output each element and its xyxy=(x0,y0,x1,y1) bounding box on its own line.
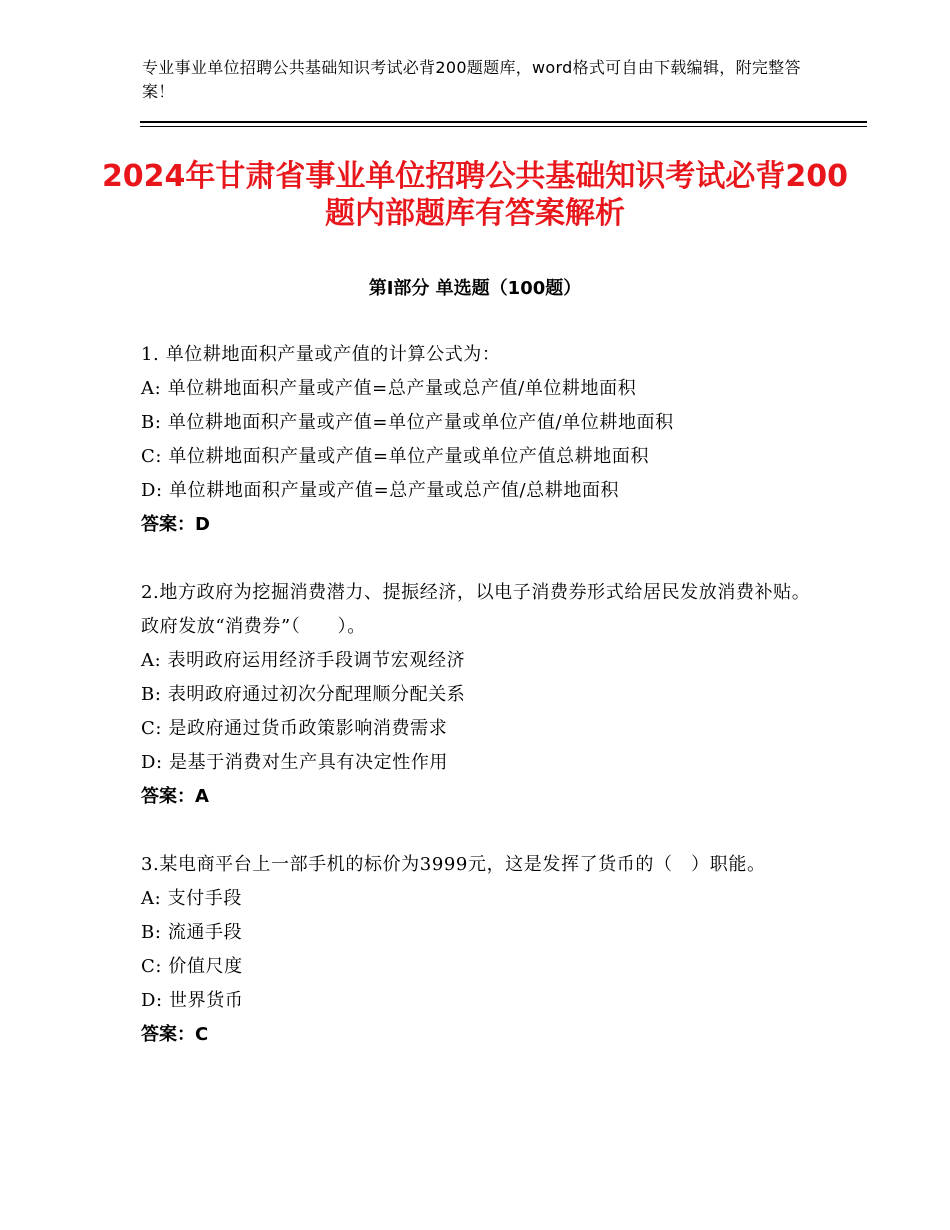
document-title: 2024年甘肃省事业单位招聘公共基础知识考试必背200题内部题库有答案解析 xyxy=(101,159,849,231)
option-b: B: 流通手段 xyxy=(141,922,243,943)
question-stem: 1. 单位耕地面积产量或产值的计算公式为： xyxy=(141,344,501,365)
option-c: C: 单位耕地面积产量或产值=单位产量或单位产值总耕地面积 xyxy=(141,446,650,467)
option-d: D: 单位耕地面积产量或产值=总产量或总产值/总耕地面积 xyxy=(141,480,620,501)
question-3 xyxy=(141,848,811,1052)
question-1 xyxy=(141,338,811,542)
option-d: D: 世界货币 xyxy=(141,990,244,1011)
option-a: A: 支付手段 xyxy=(141,888,242,909)
option-c: C: 是政府通过货币政策影响消费需求 xyxy=(141,718,448,739)
option-b: B: 单位耕地面积产量或产值=单位产量或单位产值/单位耕地面积 xyxy=(141,412,674,433)
answer: 答案：C xyxy=(141,1024,209,1045)
answer: 答案：D xyxy=(141,514,210,535)
header-note: 专业事业单位招聘公共基础知识考试必背200题题库，word格式可自由下载编辑，附完整答案！ xyxy=(142,58,801,101)
option-c: C: 价值尺度 xyxy=(141,956,243,977)
option-d: D: 是基于消费对生产具有决定性作用 xyxy=(141,752,449,773)
header-rule-thin xyxy=(140,126,867,127)
option-a: A: 表明政府运用经济手段调节宏观经济 xyxy=(141,650,466,671)
header-rule-thick xyxy=(140,121,867,123)
answer: 答案：A xyxy=(141,786,209,807)
option-b: B: 表明政府通过初次分配理顺分配关系 xyxy=(141,684,466,705)
question-stem: 2.地方政府为挖掘消费潜力、提振经济，以电子消费券形式给居民发放消费补贴。政府发放“消费券”（ ）。 xyxy=(141,582,811,637)
question-stem: 3.某电商平台上一部手机的标价为3999元，这是发挥了货币的（ ）职能。 xyxy=(141,854,766,875)
question-list xyxy=(141,338,811,1086)
section-title: 第Ⅰ部分 单选题（100题） xyxy=(368,278,582,299)
option-a: A: 单位耕地面积产量或产值=总产量或总产值/单位耕地面积 xyxy=(141,378,637,399)
question-2 xyxy=(141,576,811,814)
